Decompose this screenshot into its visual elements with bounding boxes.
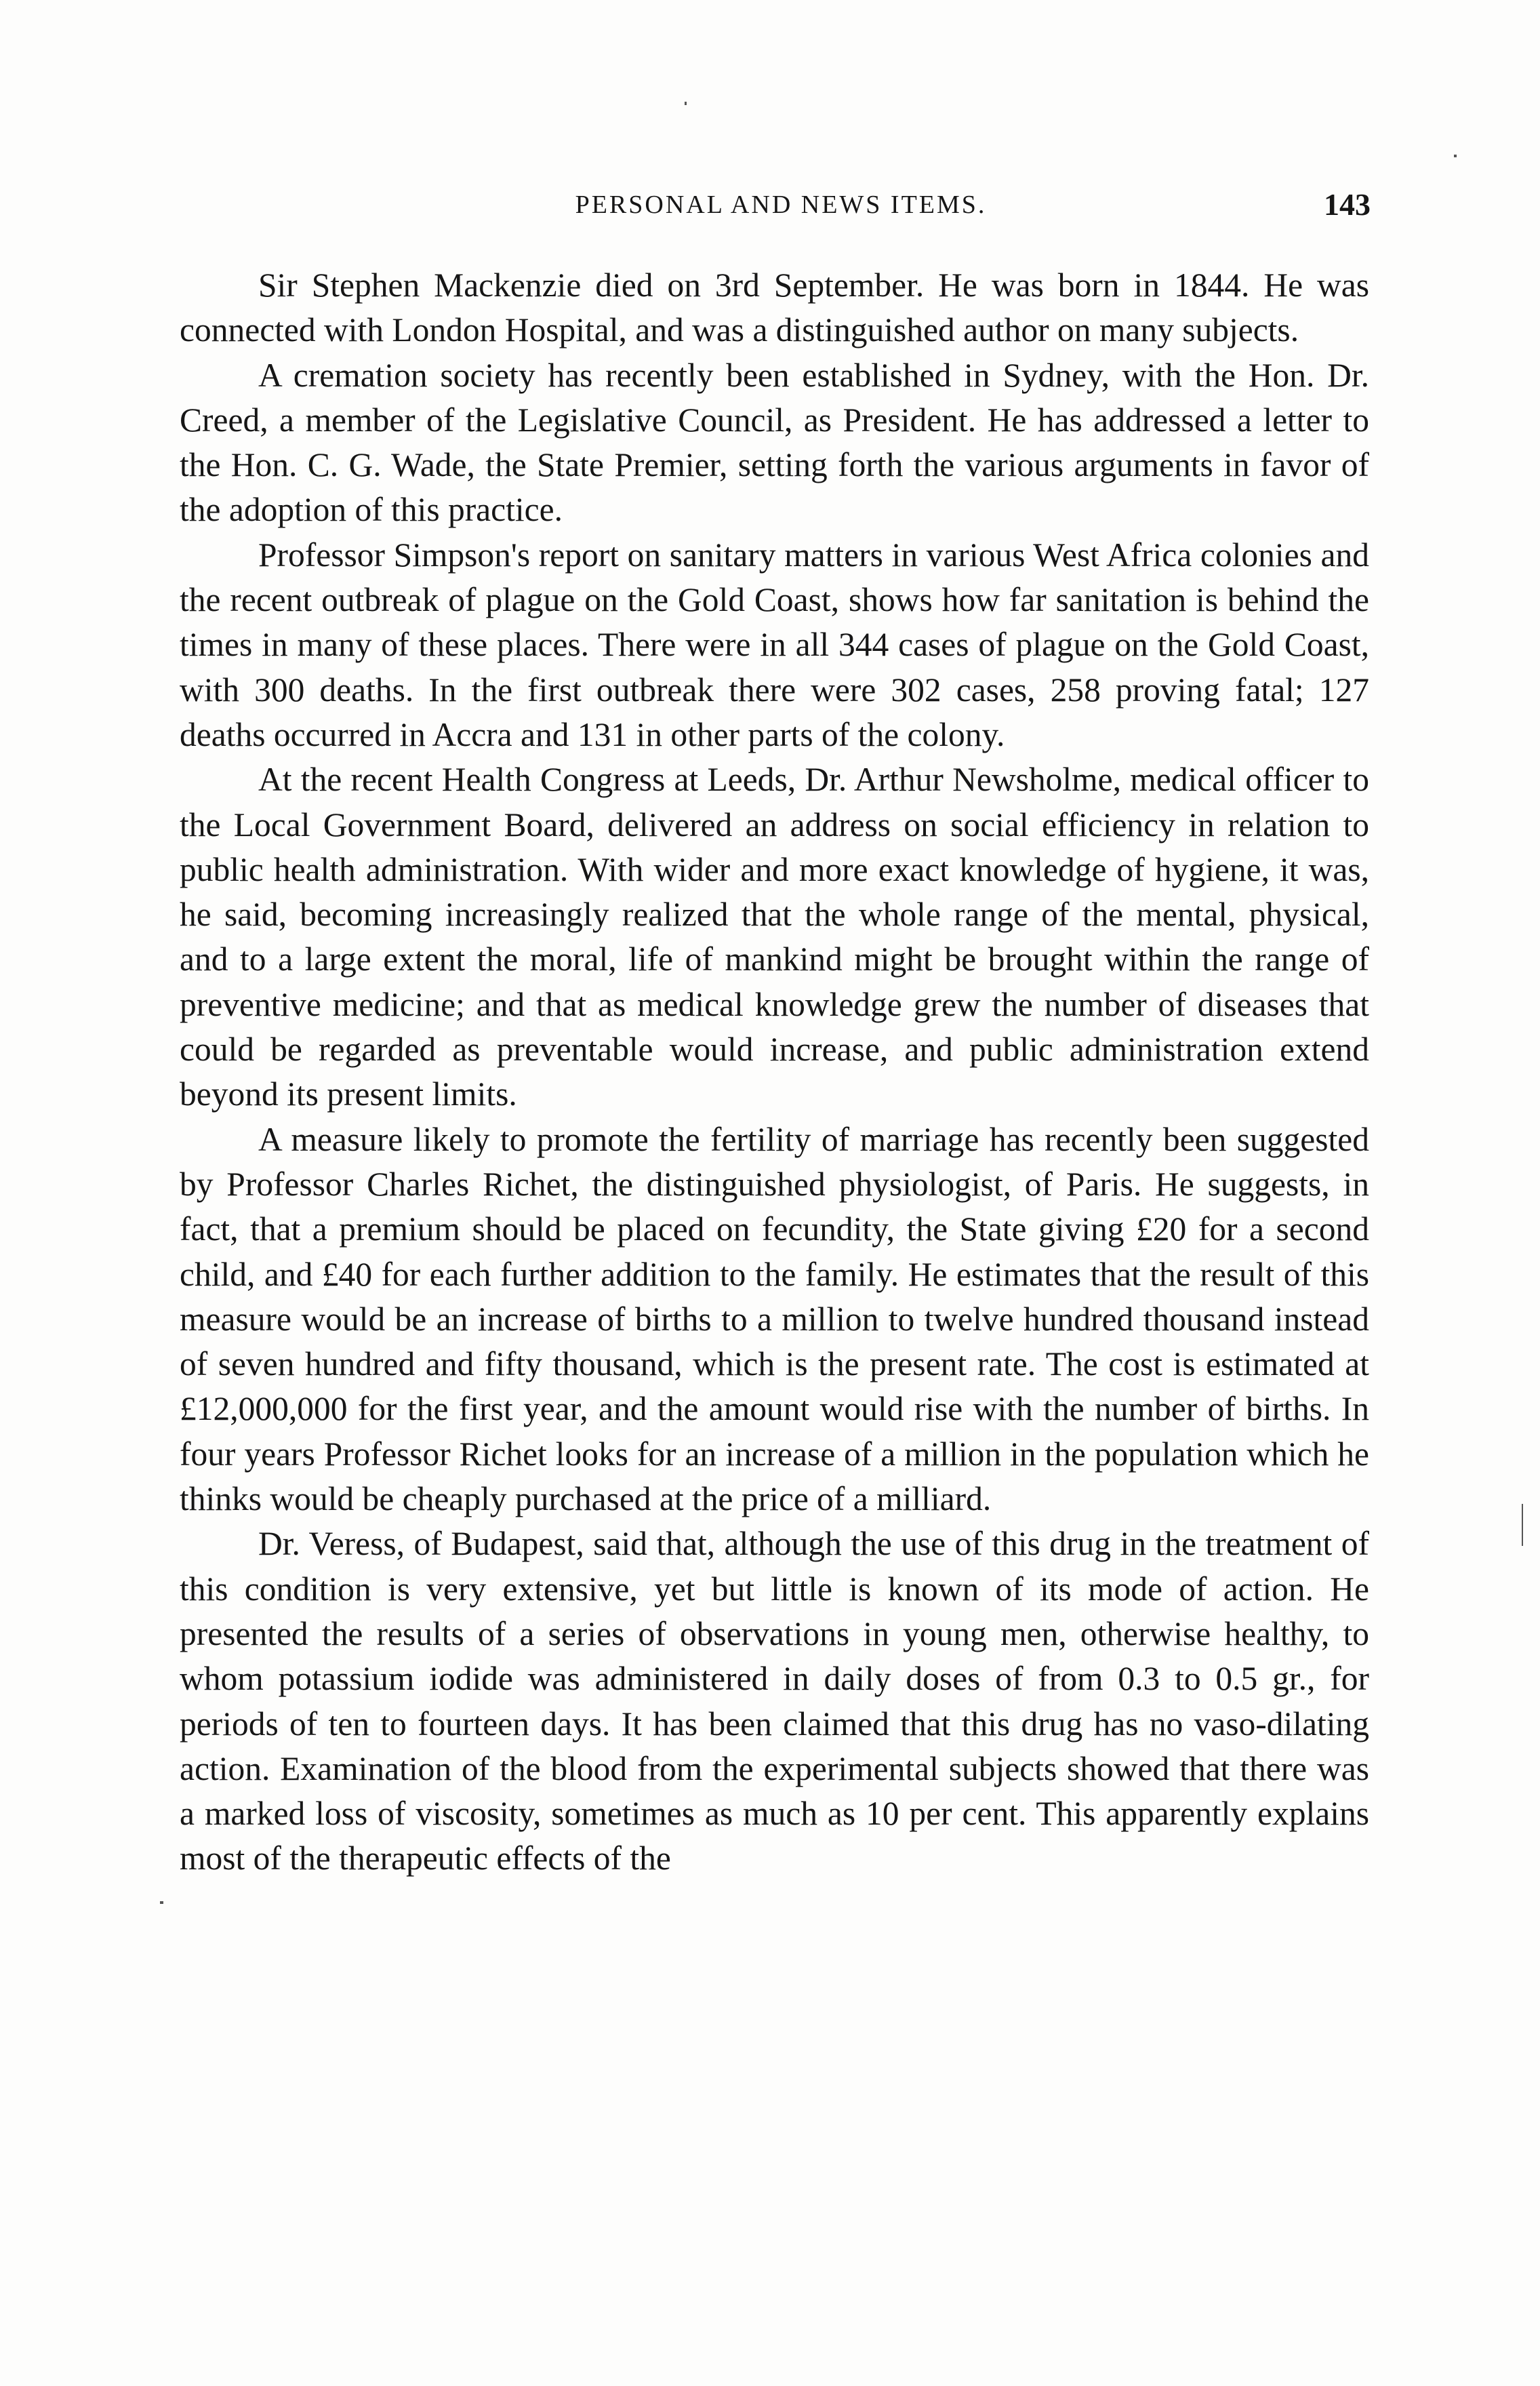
page-number: 143	[1324, 187, 1371, 222]
paragraph-plague-gold-coast: Professor Simpson's report on sanitary matters in various West Africa colonies and the recent outbreak of plague on the Gold Coast, shows how far sanitation is behind the times in many of these places. There were in all 344 cases of plague on the Gold Coast, with 300 deaths. In the first outbreak there were 302 cases, 258 proving fatal; 127 deaths occurred in Accra and 131 in other parts of the colony.	[180, 536, 1369, 753]
scan-speck-top	[685, 102, 687, 105]
paragraph-mackenzie: Sir Stephen Mackenzie died on 3rd September. He was born in 1844. He was connected with London Hospital, and was a distinguished author on many subjects.	[180, 266, 1369, 349]
running-head: PERSONAL AND NEWS ITEMS.	[575, 191, 987, 219]
scan-mark-margin	[1522, 1504, 1523, 1546]
paragraph-fertility-measure: A measure likely to promote the fertility of marriage has recently been suggested by Professor Charles Richet, the distinguished physiologist, of Paris. He suggests, in fact, that a premium should be placed on fecundity, the State giving £20 for a second child, and £40 for each further addition to the family. He estimates that the result of this measure would be an increase of births to a million to twelve hundred thousand instead of seven hundred and fifty thousand, which is the present rate. The cost is estimated at £12,000,000 for the first year, and the amount would rise with the number of births. In four years Professor Richet looks for an increase of a million in the population which he thinks would be cheaply purchased at the price of a milliard.	[180, 1120, 1369, 1518]
paragraph-potassium-iodide: Dr. Veress, of Budapest, said that, although the use of this drug in the treatment of this condition is very extensive, yet but little is known of its mode of action. He presented the results of a series of observations in young men, otherwise healthy, to whom potassium iodide was administered in daily doses of from 0.3 to 0.5 gr., for periods of ten to fourteen days. It has been claimed that this drug has no vaso-dilating action. Examination of the blood from the experimental subjects showed that there was a marked loss of viscosity, sometimes as much as 10 per cent. This apparently explains most of the therapeutic effects of the	[180, 1525, 1369, 1877]
page-header	[178, 184, 1384, 225]
article-body	[180, 263, 1369, 1882]
scan-speck-corner	[1454, 155, 1457, 157]
paragraph-health-congress: At the recent Health Congress at Leeds, Dr. Arthur Newsholme, medical officer to the Local Government Board, delivered an address on social efficiency in relation to public health administration. With wider and more exact knowledge of hygiene, it was, he said, becoming increasingly realized that the whole range of the mental, physical, and to a large extent the moral, life of mankind might be brought within the range of preventive medicine; and that as medical knowledge grew the number of diseases that could be regarded as preventable would increase, and public administration extend beyond its present limits.	[180, 761, 1369, 1113]
scan-speck-left	[160, 1901, 163, 1904]
paragraph-cremation-society: A cremation society has recently been established in Sydney, with the Hon. Dr. Creed, a member of the Legislative Council, as President. He has addressed a letter to the Hon. C. G. Wade, the State Premier, setting forth the various arguments in favor of the adoption of this practice.	[180, 356, 1369, 529]
